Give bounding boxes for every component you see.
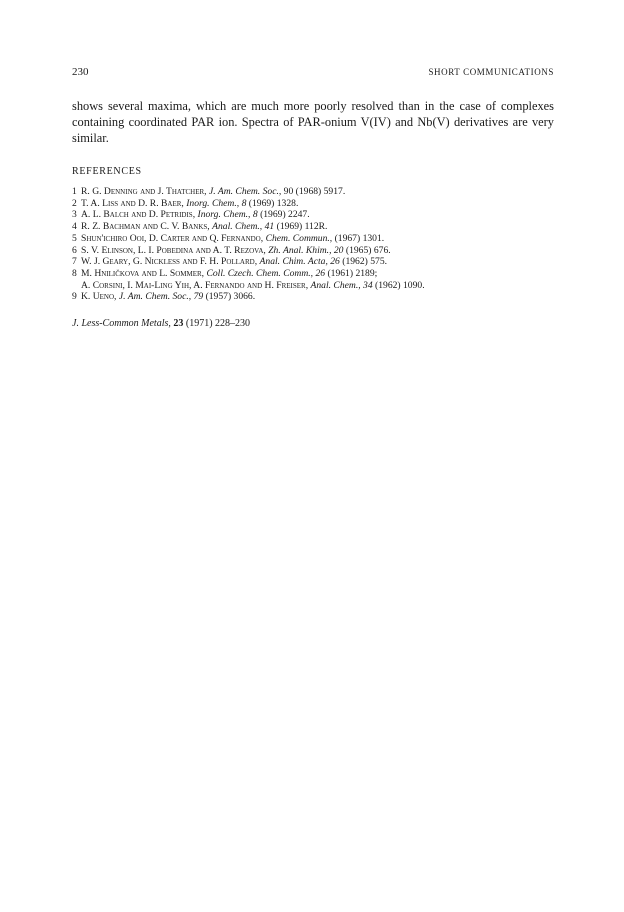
reference-volume: 8 <box>252 209 258 221</box>
reference-authors: K. Ueno, <box>81 291 117 303</box>
reference-rest: (1961) 2189; <box>327 267 378 279</box>
reference-body <box>81 280 554 292</box>
reference-item <box>72 245 554 257</box>
reference-authors: R. Z. Bachman and C. V. Banks, <box>81 221 210 233</box>
reference-item <box>72 268 554 280</box>
reference-number: 2 <box>72 197 77 209</box>
reference-rest: (1962) 575. <box>342 256 388 268</box>
reference-volume: 26 <box>315 267 326 279</box>
reference-journal: Anal. Chem., <box>310 279 361 291</box>
reference-journal: Coll. Czech. Chem. Comm., <box>206 267 314 279</box>
reference-rest: (1965) 676. <box>345 244 391 256</box>
reference-authors: A. Corsini, I. Mai-Ling Yih, A. Fernando and H. Freiser, <box>81 279 309 291</box>
reference-number: 6 <box>72 244 77 256</box>
reference-body <box>81 256 554 268</box>
reference-rest: (1967) 1301. <box>334 232 385 244</box>
reference-journal: Inorg. Chem., <box>186 197 240 209</box>
reference-volume: 26 <box>330 256 340 268</box>
reference-rest: (1969) 112R. <box>276 221 328 233</box>
reference-body <box>81 209 554 221</box>
page-header <box>72 66 554 82</box>
reference-body <box>81 221 554 233</box>
reference-rest: (1969) 1328. <box>248 197 299 209</box>
reference-journal: Zh. Anal. Khim., <box>268 244 332 256</box>
reference-rest: (1962) 1090. <box>375 279 425 291</box>
reference-volume: 20 <box>333 244 344 256</box>
reference-authors: Shun'ichiro Ooi, D. Carter and Q. Fernando, <box>81 232 264 244</box>
reference-number: 1 <box>72 186 77 197</box>
reference-body <box>81 186 554 198</box>
reference-volume: 8 <box>241 197 247 209</box>
reference-item <box>72 280 554 292</box>
reference-item <box>72 209 554 221</box>
reference-authors: S. V. Elinson, L. I. Pobedina and A. T. Rezova, <box>81 244 266 256</box>
reference-number: 3 <box>72 209 77 221</box>
references-heading: REFERENCES <box>72 166 142 177</box>
reference-body <box>81 198 554 210</box>
reference-body <box>81 291 554 303</box>
reference-journal: Anal. Chim. Acta, <box>259 256 328 268</box>
reference-item <box>72 186 554 198</box>
reference-journal: Chem. Commun., <box>265 232 333 244</box>
reference-body <box>81 245 554 257</box>
reference-number: 9 <box>72 291 77 303</box>
reference-authors: R. G. Denning and J. Thatcher, <box>81 186 207 197</box>
reference-body <box>81 268 554 280</box>
journal-name: J. Less-Common Metals, <box>72 318 171 330</box>
reference-rest: (1957) 3066. <box>205 291 256 303</box>
reference-rest: (1968) 5917. <box>295 186 346 197</box>
journal-citation <box>72 318 554 329</box>
reference-authors: W. J. Geary, G. Nickless and F. H. Pollard, <box>81 256 258 268</box>
reference-volume: 41 <box>264 221 275 233</box>
reference-item <box>72 256 554 268</box>
reference-rest: (1969) 2247. <box>260 209 310 221</box>
reference-number: 8 <box>72 267 77 279</box>
references-list <box>72 186 554 303</box>
reference-journal: Inorg. Chem., <box>197 209 251 221</box>
journal-pages: (1971) 228–230 <box>185 318 251 330</box>
reference-volume: 90 <box>283 186 294 197</box>
reference-item <box>72 221 554 233</box>
reference-item <box>72 233 554 245</box>
reference-number: 5 <box>72 232 77 244</box>
reference-authors: T. A. Liss and D. R. Baer, <box>81 197 184 209</box>
reference-number: 7 <box>72 256 77 268</box>
journal-volume: 23 <box>173 318 184 330</box>
reference-body <box>81 233 554 245</box>
page-number: 230 <box>72 66 89 78</box>
page <box>72 66 554 329</box>
reference-number: 4 <box>72 221 77 233</box>
reference-authors: M. Hniličkova and L. Sommer, <box>81 267 205 279</box>
reference-journal: J. Am. Chem. Soc., <box>118 291 192 303</box>
running-head: SHORT COMMUNICATIONS <box>428 67 554 77</box>
reference-journal: J. Am. Chem. Soc., <box>208 186 282 197</box>
reference-volume: 34 <box>363 279 373 291</box>
body-paragraph: shows several maxima, which are much more poorly resolved than in the case of complexes containing coordinated PAR ion. Spectra of PAR-onium V(IV) and Nb(V) derivatives are very similar. <box>72 99 554 145</box>
reference-item <box>72 291 554 303</box>
reference-number <box>72 280 81 292</box>
reference-volume: 79 <box>193 291 204 303</box>
reference-item <box>72 198 554 210</box>
reference-authors: A. L. Balch and D. Petridis, <box>81 209 196 221</box>
reference-journal: Anal. Chem., <box>212 221 263 233</box>
